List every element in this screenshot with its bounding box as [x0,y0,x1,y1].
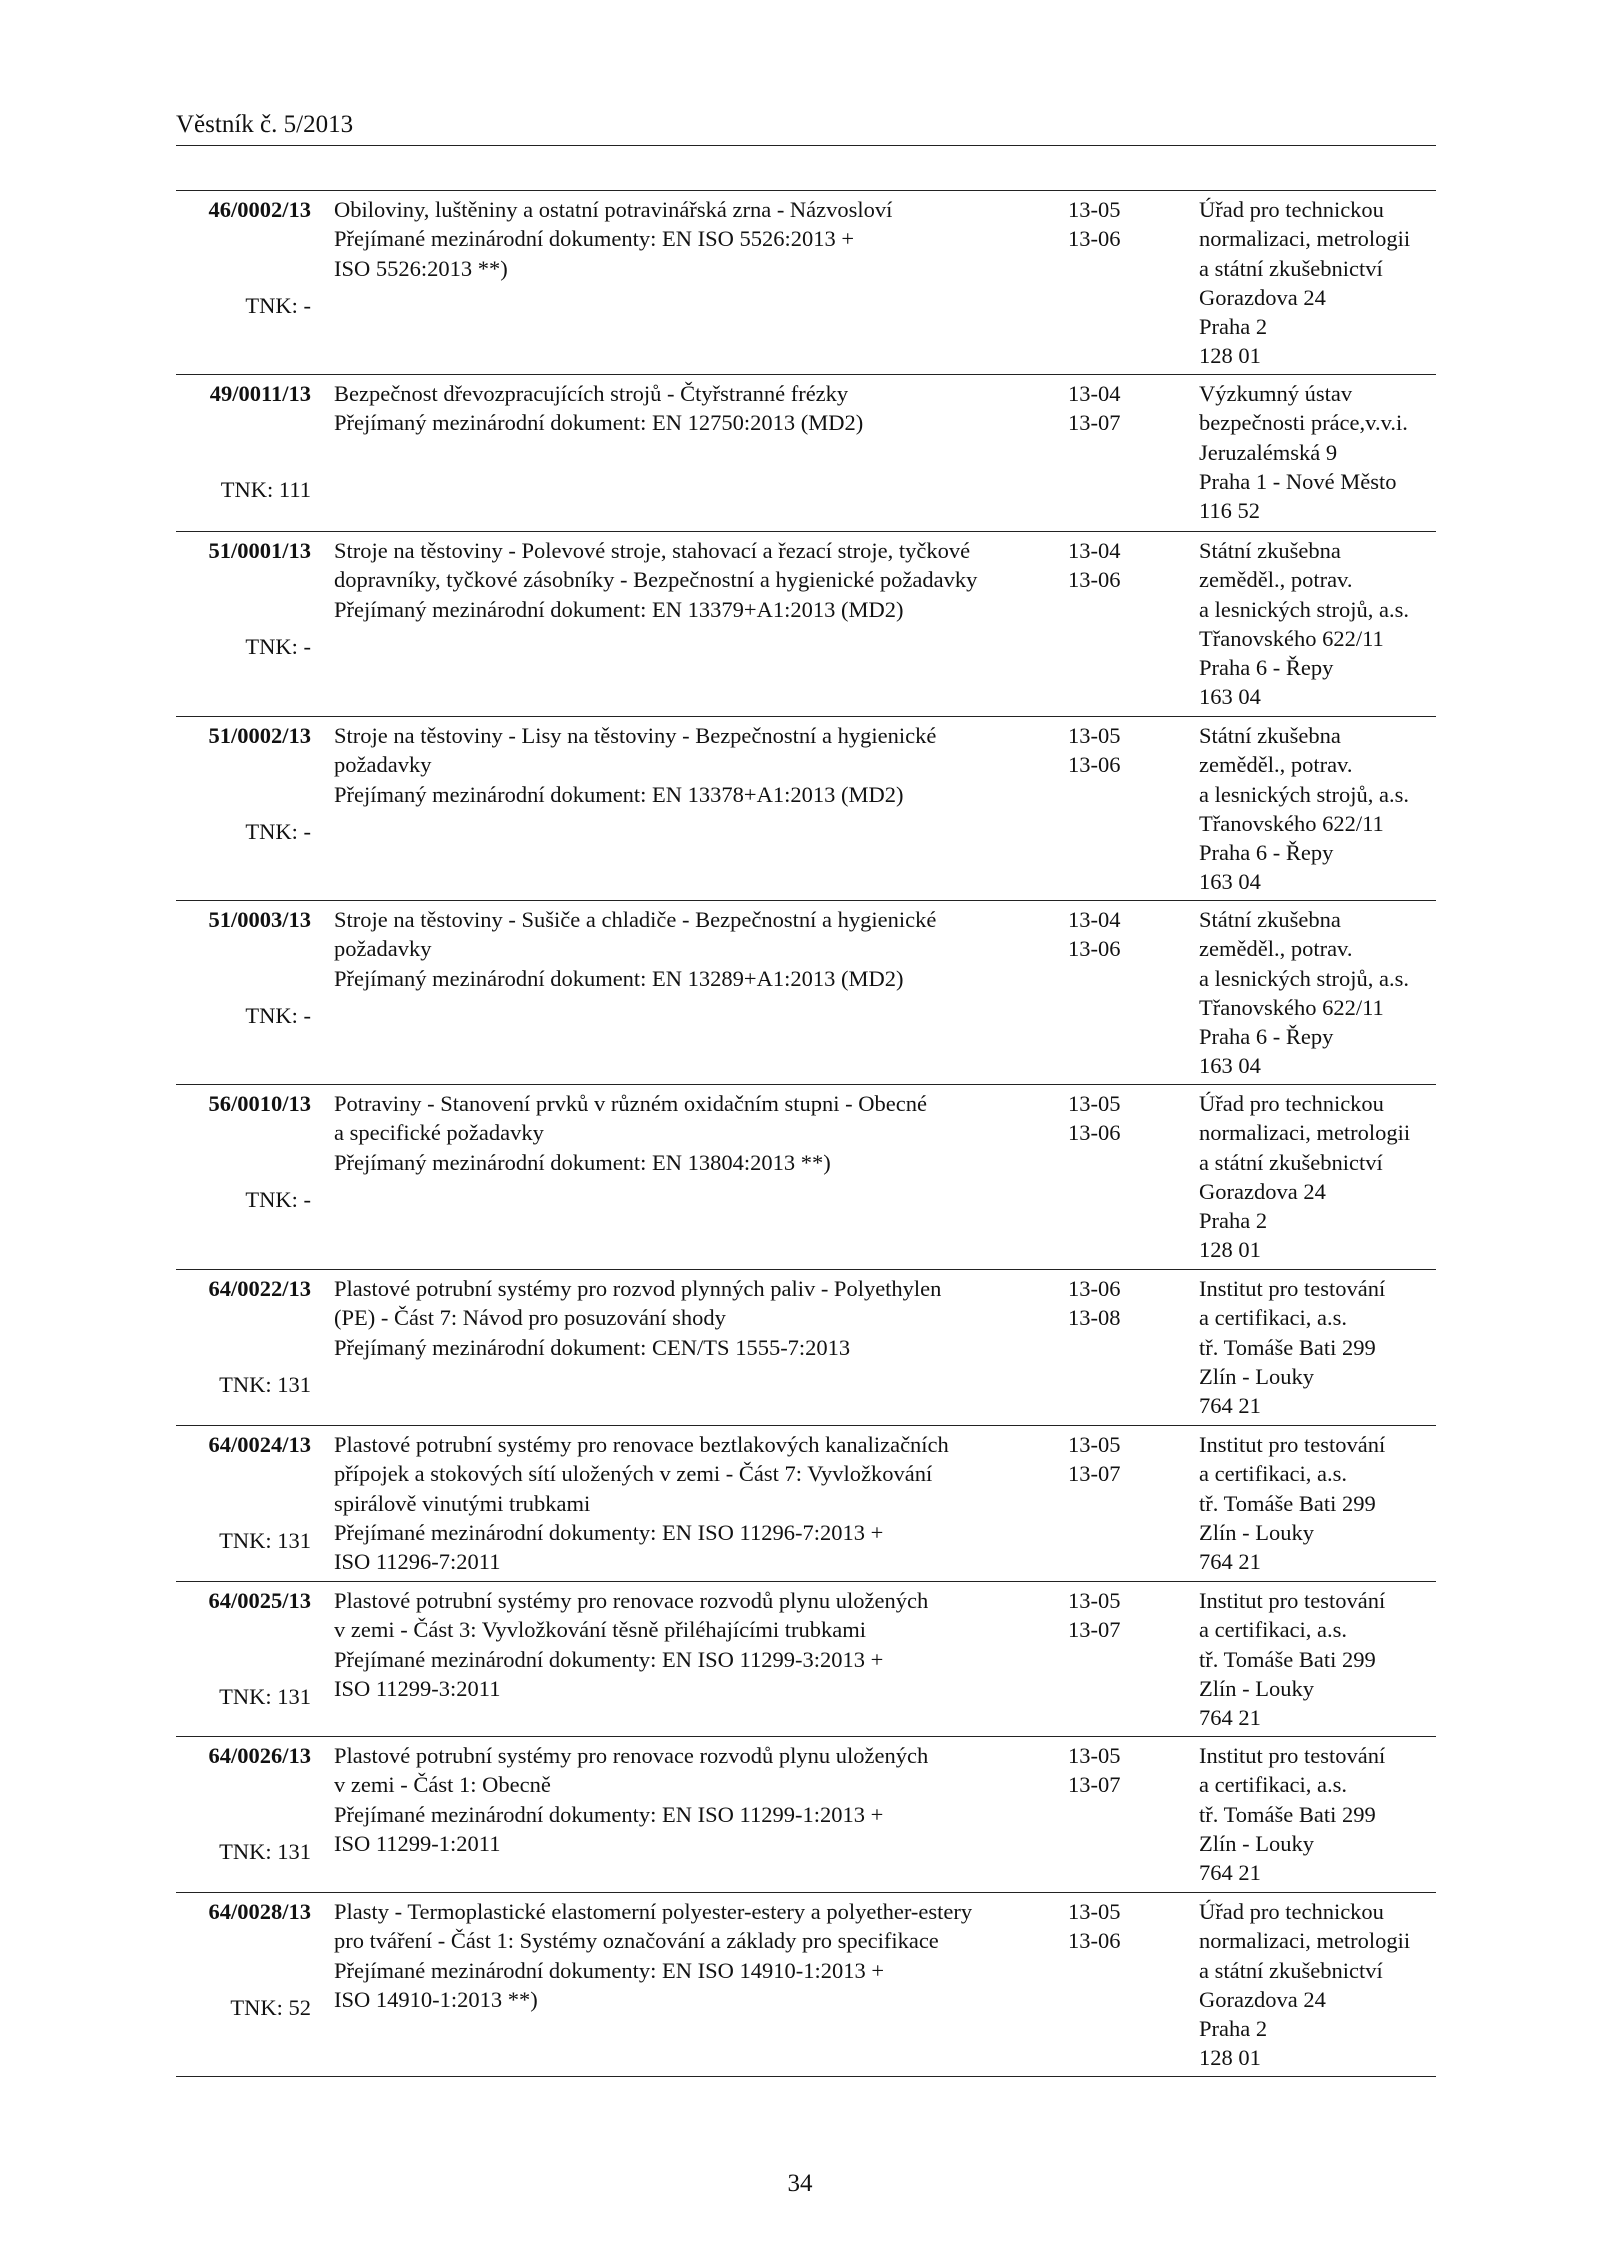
title-line: Přejímaný mezinárodní dokument: EN 13289+A1:2013 (MD2) [334,965,904,991]
date-value: 13-05 [1068,1091,1121,1116]
entry-id: 56/0010/13 [208,1091,311,1116]
date-value: 13-07 [1068,1461,1121,1487]
entry-title [334,721,1014,809]
entry-id: 49/0011/13 [209,381,311,406]
address-line: Třanovského 622/11 [1199,994,1384,1020]
address-line: bezpečnosti práce,v.v.i. [1199,410,1408,436]
date-value: 13-06 [1068,1928,1121,1954]
title-line: Stroje na těstoviny - Lisy na těstoviny - Bezpečnostní a hygienické [334,723,937,748]
address-line: Státní zkušebna [1199,538,1341,563]
entry-dates [1068,1897,1158,1956]
address-line: Zlín - Louky [1199,1363,1314,1389]
title-line: Přejímaný mezinárodní dokument: EN 13378+A1:2013 (MD2) [334,781,904,807]
entry-title [334,1897,1014,2014]
entry-id-cell [176,1430,311,1553]
entry-id: 46/0002/13 [208,197,311,222]
address-line: 128 01 [1199,1237,1261,1263]
address-line: a certifikaci, a.s. [1199,1461,1348,1487]
address-line: Praha 6 - Řepy [1199,1024,1334,1050]
table-row [176,717,1436,901]
address-line: Gorazdova 24 [1199,284,1326,310]
address-line: a státní zkušebnictví [1199,1957,1383,1983]
entry-id-cell [176,1741,311,1864]
title-line: Plasty - Termoplastické elastomerní polyester-estery a polyether-estery [334,1899,973,1924]
address-line: Gorazdova 24 [1199,1986,1326,2012]
address-line: Gorazdova 24 [1199,1178,1326,1204]
address-line: Praha 1 - Nové Město [1199,468,1397,494]
entry-title [334,1430,1014,1576]
title-line: přípojek a stokových sítí uložených v zemi - Část 7: Vyvložkování [334,1461,933,1487]
table-row [176,1426,1436,1582]
title-line: dopravníky, tyčkové zásobníky - Bezpečnostní a hygienické požadavky [334,567,978,593]
entry-tnk: TNK: - [245,1187,311,1212]
entry-id-cell [176,379,311,502]
entry-id-cell [176,905,311,1028]
address-line: tř. Tomáše Bati 299 [1199,1334,1376,1360]
address-line: 764 21 [1199,1860,1261,1886]
entry-id-cell [176,1089,311,1212]
entry-address [1199,905,1436,1081]
date-value: 13-06 [1068,752,1121,778]
entry-tnk: TNK: - [245,293,311,318]
entry-title [334,1089,1014,1177]
title-line: spirálově vinutými trubkami [334,1490,591,1516]
address-line: a lesnických strojů, a.s. [1199,781,1409,807]
entry-title [334,1741,1014,1858]
address-line: zeměděl., potrav. [1199,752,1353,778]
entry-address [1199,195,1436,371]
entry-id: 64/0028/13 [208,1899,311,1924]
address-line: normalizaci, metrologii [1199,1120,1411,1146]
address-line: Institut pro testování [1199,1743,1386,1768]
title-line: pro tváření - Část 1: Systémy označování a základy pro specifikace [334,1928,939,1954]
date-value: 13-05 [1068,1899,1121,1924]
address-line: zeměděl., potrav. [1199,936,1353,962]
entry-id: 51/0003/13 [208,907,311,932]
entry-address [1199,1586,1436,1732]
entry-title [334,1586,1014,1703]
date-value: 13-06 [1068,1276,1121,1301]
address-line: 163 04 [1199,1053,1261,1079]
date-value: 13-04 [1068,381,1121,406]
entry-dates [1068,1430,1158,1489]
address-line: Státní zkušebna [1199,907,1341,932]
entry-dates [1068,195,1158,254]
title-line: Plastové potrubní systémy pro renovace rozvodů plynu uložených [334,1588,929,1613]
address-line: 764 21 [1199,1549,1261,1575]
address-line: Státní zkušebna [1199,723,1341,748]
title-line: Přejímaný mezinárodní dokument: CEN/TS 1555-7:2013 [334,1334,851,1360]
entry-id: 64/0022/13 [208,1276,311,1301]
date-value: 13-05 [1068,723,1121,748]
table-row [176,375,1436,532]
address-line: 163 04 [1199,869,1261,895]
title-line: ISO 11296-7:2011 [334,1549,501,1575]
address-line: a certifikaci, a.s. [1199,1772,1348,1798]
date-value: 13-08 [1068,1305,1121,1331]
entry-dates [1068,379,1158,438]
title-line: Přejímaný mezinárodní dokument: EN 13379+A1:2013 (MD2) [334,596,904,622]
address-line: Institut pro testování [1199,1588,1386,1613]
entry-dates [1068,1586,1158,1645]
date-value: 13-06 [1068,1120,1121,1146]
entry-id: 64/0024/13 [208,1432,311,1457]
entry-id-cell [176,536,311,659]
address-line: a certifikaci, a.s. [1199,1617,1348,1643]
entry-tnk: TNK: 52 [230,1995,311,2020]
address-line: 128 01 [1199,343,1261,369]
title-line: Přejímané mezinárodní dokumenty: EN ISO 11299-3:2013 + [334,1646,884,1672]
entry-id-cell [176,1586,311,1709]
title-line: Obiloviny, luštěniny a ostatní potravinářská zrna - Názvosloví [334,197,893,222]
page-number: 34 [787,2170,813,2197]
title-line: Bezpečnost dřevozpracujících strojů - Čtyřstranné frézky [334,381,849,406]
entry-dates [1068,536,1158,595]
entry-tnk: TNK: 111 [220,477,311,502]
address-line: tř. Tomáše Bati 299 [1199,1646,1376,1672]
date-value: 13-05 [1068,1432,1121,1457]
address-line: Úřad pro technickou [1199,1899,1384,1924]
address-line: 116 52 [1199,498,1261,524]
table-row [176,901,1436,1085]
address-line: Úřad pro technickou [1199,1091,1384,1116]
address-line: Praha 2 [1199,314,1268,340]
date-value: 13-04 [1068,538,1121,563]
address-line: normalizaci, metrologii [1199,1928,1411,1954]
entry-tnk: TNK: 131 [219,1839,311,1864]
entry-address [1199,721,1436,897]
address-line: 764 21 [1199,1393,1261,1419]
entry-address [1199,1089,1436,1265]
entry-title [334,905,1014,993]
address-line: a státní zkušebnictví [1199,255,1383,281]
date-value: 13-05 [1068,1588,1121,1613]
table-row [176,191,1436,375]
address-line: Zlín - Louky [1199,1675,1314,1701]
entry-dates [1068,905,1158,964]
entry-id: 64/0025/13 [208,1588,311,1613]
date-value: 13-05 [1068,1743,1121,1768]
entry-title [334,1274,1014,1362]
title-line: v zemi - Část 3: Vyvložkování těsně přiléhajícími trubkami [334,1617,866,1643]
address-line: Praha 6 - Řepy [1199,840,1334,866]
entry-id-cell [176,1897,311,2020]
title-line: Plastové potrubní systémy pro renovace rozvodů plynu uložených [334,1743,929,1768]
entry-tnk: TNK: - [245,819,311,844]
address-line: a lesnických strojů, a.s. [1199,965,1409,991]
entry-id: 51/0002/13 [208,723,311,748]
address-line: Jeruzalémská 9 [1199,439,1338,465]
address-line: Výzkumný ústav [1199,381,1353,406]
entry-tnk: TNK: 131 [219,1684,311,1709]
table-row [176,1737,1436,1893]
address-line: tř. Tomáše Bati 299 [1199,1490,1376,1516]
title-line: ISO 11299-3:2011 [334,1675,501,1701]
address-line: a státní zkušebnictví [1199,1149,1383,1175]
address-line: a certifikaci, a.s. [1199,1305,1348,1331]
entry-dates [1068,1089,1158,1148]
entry-id-cell [176,721,311,844]
address-line: Institut pro testování [1199,1432,1386,1457]
date-value: 13-07 [1068,1772,1121,1798]
title-line: (PE) - Část 7: Návod pro posuzování shody [334,1305,726,1331]
page-header-title: Věstník č. 5/2013 [176,111,354,138]
address-line: 163 04 [1199,684,1261,710]
title-line: Přejímané mezinárodní dokumenty: EN ISO 11296-7:2013 + [334,1519,884,1545]
date-value: 13-06 [1068,936,1121,962]
address-line: Zlín - Louky [1199,1830,1314,1856]
date-value: 13-07 [1068,1617,1121,1643]
title-line: Stroje na těstoviny - Polevové stroje, stahovací a řezací stroje, tyčkové [334,538,971,563]
title-line: ISO 5526:2013 **) [334,255,508,281]
entry-id-cell [176,195,311,318]
title-line: ISO 11299-1:2011 [334,1830,501,1856]
title-line: Přejímané mezinárodní dokumenty: EN ISO 11299-1:2013 + [334,1801,884,1827]
entry-id-cell [176,1274,311,1397]
address-line: zeměděl., potrav. [1199,567,1353,593]
title-line: Přejímaný mezinárodní dokument: EN 13804:2013 **) [334,1149,831,1175]
title-line: ISO 14910-1:2013 **) [334,1986,538,2012]
address-line: Institut pro testování [1199,1276,1386,1301]
date-value: 13-07 [1068,410,1121,436]
date-value: 13-05 [1068,197,1121,222]
table-row [176,532,1436,717]
address-line: normalizaci, metrologii [1199,226,1411,252]
entry-tnk: TNK: 131 [219,1528,311,1553]
date-value: 13-04 [1068,907,1121,932]
header-rule [176,145,1436,146]
entry-dates [1068,1274,1158,1333]
entry-id: 51/0001/13 [208,538,311,563]
address-line: a lesnických strojů, a.s. [1199,596,1409,622]
address-line: Praha 2 [1199,2016,1268,2042]
title-line: Přejímané mezinárodní dokumenty: EN ISO 14910-1:2013 + [334,1957,885,1983]
entry-address [1199,1274,1436,1420]
title-line: v zemi - Část 1: Obecně [334,1772,551,1798]
title-line: požadavky [334,936,432,962]
address-line: tř. Tomáše Bati 299 [1199,1801,1376,1827]
entry-tnk: TNK: 131 [219,1372,311,1397]
entry-dates [1068,721,1158,780]
address-line: 128 01 [1199,2045,1261,2071]
entry-title [334,195,1014,283]
entry-tnk: TNK: - [245,634,311,659]
title-line: Potraviny - Stanovení prvků v různém oxidačním stupni - Obecné [334,1091,927,1116]
title-line: Přejímané mezinárodní dokumenty: EN ISO 5526:2013 + [334,226,855,252]
table-row [176,1582,1436,1737]
date-value: 13-06 [1068,226,1121,252]
title-line: a specifické požadavky [334,1120,544,1146]
table-row [176,1270,1436,1426]
address-line: Třanovského 622/11 [1199,625,1384,651]
date-value: 13-06 [1068,567,1121,593]
entry-address [1199,536,1436,712]
table-row [176,1893,1436,2077]
title-line: Stroje na těstoviny - Sušiče a chladiče - Bezpečnostní a hygienické [334,907,937,932]
entry-address [1199,1741,1436,1887]
address-line: Zlín - Louky [1199,1519,1314,1545]
title-line: Plastové potrubní systémy pro renovace beztlakových kanalizačních [334,1432,949,1457]
entry-id: 64/0026/13 [208,1743,311,1768]
standards-table [176,190,1436,2077]
entry-dates [1068,1741,1158,1800]
title-line: Plastové potrubní systémy pro rozvod plynných paliv - Polyethylen [334,1276,942,1301]
address-line: Praha 6 - Řepy [1199,655,1334,681]
table-row [176,1085,1436,1270]
address-line: Úřad pro technickou [1199,197,1384,222]
address-line: Třanovského 622/11 [1199,810,1384,836]
title-line: Přejímaný mezinárodní dokument: EN 12750:2013 (MD2) [334,410,864,436]
entry-address [1199,1430,1436,1576]
address-line: 764 21 [1199,1705,1261,1731]
address-line: Praha 2 [1199,1208,1268,1234]
entry-address [1199,379,1436,525]
entry-title [334,536,1014,624]
entry-address [1199,1897,1436,2073]
entry-tnk: TNK: - [245,1003,311,1028]
title-line: požadavky [334,752,432,778]
entry-title [334,379,1014,438]
